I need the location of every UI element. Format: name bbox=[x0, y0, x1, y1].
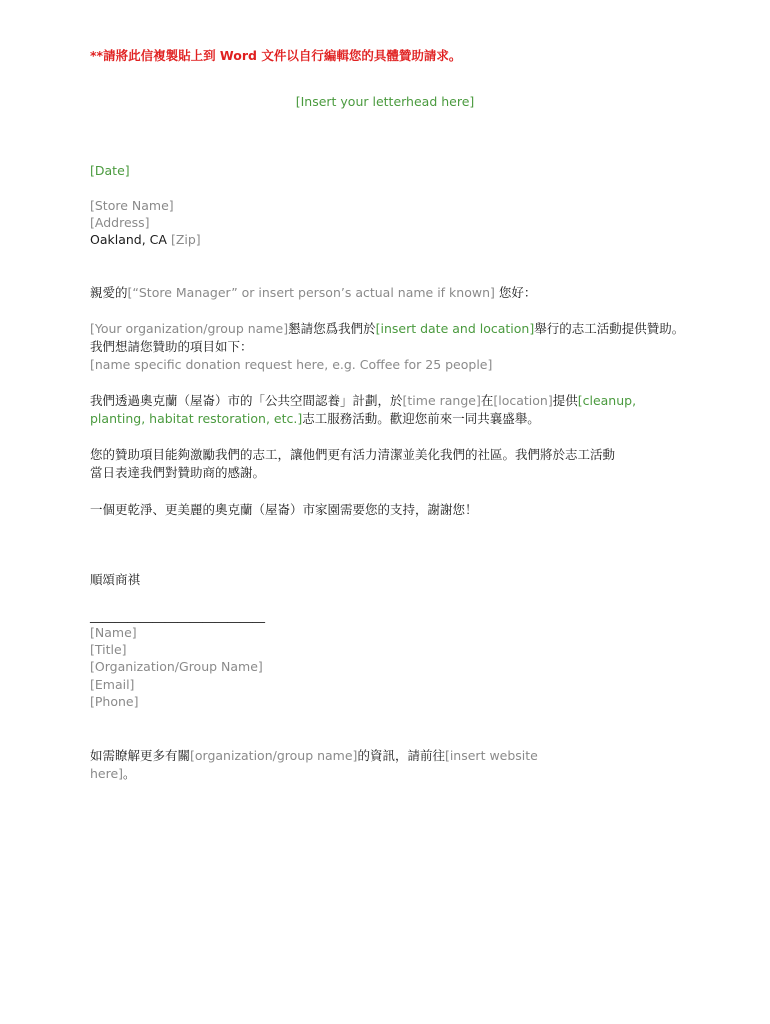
paragraph-2-text-c: 提供 bbox=[552, 393, 578, 408]
signer-org-placeholder: [Organization/Group Name] bbox=[90, 659, 263, 674]
recipient-name-placeholder: [“Store Manager” or insert person’s actual name if known] bbox=[127, 285, 495, 300]
date-location-placeholder: [insert date and location] bbox=[375, 321, 535, 336]
paragraph-3-line-1: 您的贊助項目能夠激勵我們的志工，讓他們更有活力清潔並美化我們的社區。我們將於志工活動 bbox=[90, 447, 616, 462]
footer-text-b: 的資訊，請前往 bbox=[357, 748, 445, 763]
signature-line: ____________________________ bbox=[90, 608, 265, 623]
paragraph-1-line-1 bbox=[90, 320, 684, 338]
signer-title-placeholder: [Title] bbox=[90, 642, 127, 657]
paragraph-1-line-2: 我們想請您贊助的項目如下： bbox=[90, 339, 253, 354]
footer-text-a: 如需瞭解更多有關 bbox=[90, 748, 191, 763]
donation-request-placeholder: [name specific donation request here, e.g. Coffee for 25 people] bbox=[90, 357, 493, 372]
footer-text-c: 。 bbox=[123, 766, 136, 781]
paragraph-1-text-a: 懇請您爲我們於 bbox=[288, 321, 376, 336]
address-placeholder: [Address] bbox=[90, 215, 150, 230]
activities-placeholder-part2: planting, habitat restoration, etc.] bbox=[90, 411, 303, 426]
website-placeholder-part1: [insert website bbox=[444, 748, 538, 763]
paragraph-2-text-d: 志工服務活動。歡迎您前來一同共襄盛舉。 bbox=[302, 411, 540, 426]
signer-email-placeholder: [Email] bbox=[90, 677, 135, 692]
city-line bbox=[90, 231, 201, 249]
instruction-note: **請將此信複製貼上到 Word 文件以自行編輯您的具體贊助請求。 bbox=[90, 48, 462, 63]
footer-line-2 bbox=[90, 765, 136, 783]
paragraph-2-line-1 bbox=[90, 392, 636, 410]
time-range-placeholder: [time range] bbox=[402, 393, 481, 408]
signer-phone-placeholder: [Phone] bbox=[90, 694, 139, 709]
store-name-placeholder: [Store Name] bbox=[90, 198, 174, 213]
paragraph-2-line-2 bbox=[90, 410, 540, 428]
footer-org-placeholder: [organization/group name] bbox=[190, 748, 358, 763]
closing: 順頌商祺 bbox=[90, 572, 141, 587]
paragraph-4: 一個更乾淨、更美麗的奧克蘭（屋崙）市家園需要您的支持，謝謝您！ bbox=[90, 502, 478, 517]
salutation bbox=[90, 284, 536, 302]
date-placeholder: [Date] bbox=[90, 163, 130, 178]
org-name-placeholder: [Your organization/group name] bbox=[90, 321, 289, 336]
website-placeholder-part2: here] bbox=[90, 766, 124, 781]
zip-placeholder: [Zip] bbox=[170, 232, 201, 247]
salutation-prefix: 親愛的 bbox=[90, 285, 128, 300]
activities-placeholder-part1: [cleanup, bbox=[577, 393, 637, 408]
salutation-suffix: 您好： bbox=[494, 285, 537, 300]
signer-name-placeholder: [Name] bbox=[90, 625, 137, 640]
paragraph-3-line-2: 當日表達我們對贊助商的感謝。 bbox=[90, 465, 266, 480]
paragraph-2-text-b: 在 bbox=[480, 393, 494, 408]
paragraph-1-text-b: 舉行的志工活動提供贊助。 bbox=[534, 321, 685, 336]
footer-line-1 bbox=[90, 747, 538, 765]
letterhead-placeholder: [Insert your letterhead here] bbox=[295, 94, 475, 109]
location-placeholder: [location] bbox=[493, 393, 553, 408]
city-text: Oakland, CA bbox=[90, 232, 167, 247]
paragraph-2-text-a: 我們透過奧克蘭（屋崙）市的「公共空間認養」計劃，於 bbox=[90, 393, 403, 408]
